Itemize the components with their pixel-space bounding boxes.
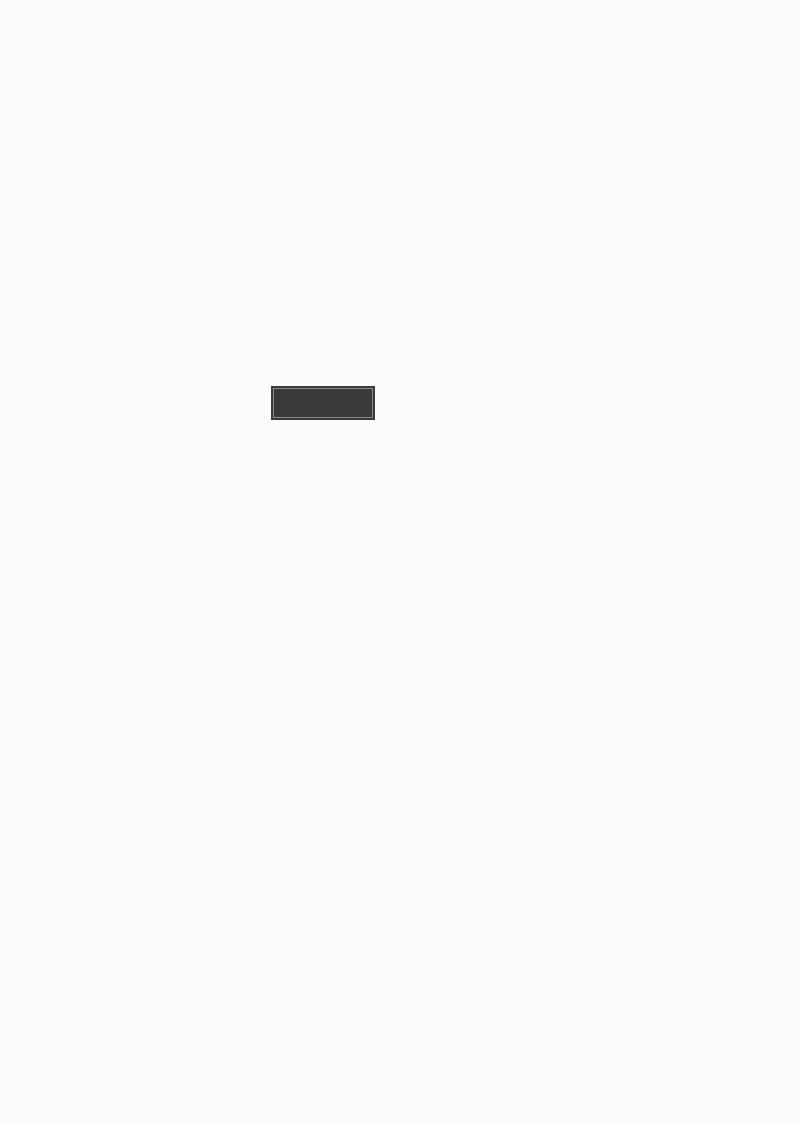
test-banner — [271, 386, 375, 420]
